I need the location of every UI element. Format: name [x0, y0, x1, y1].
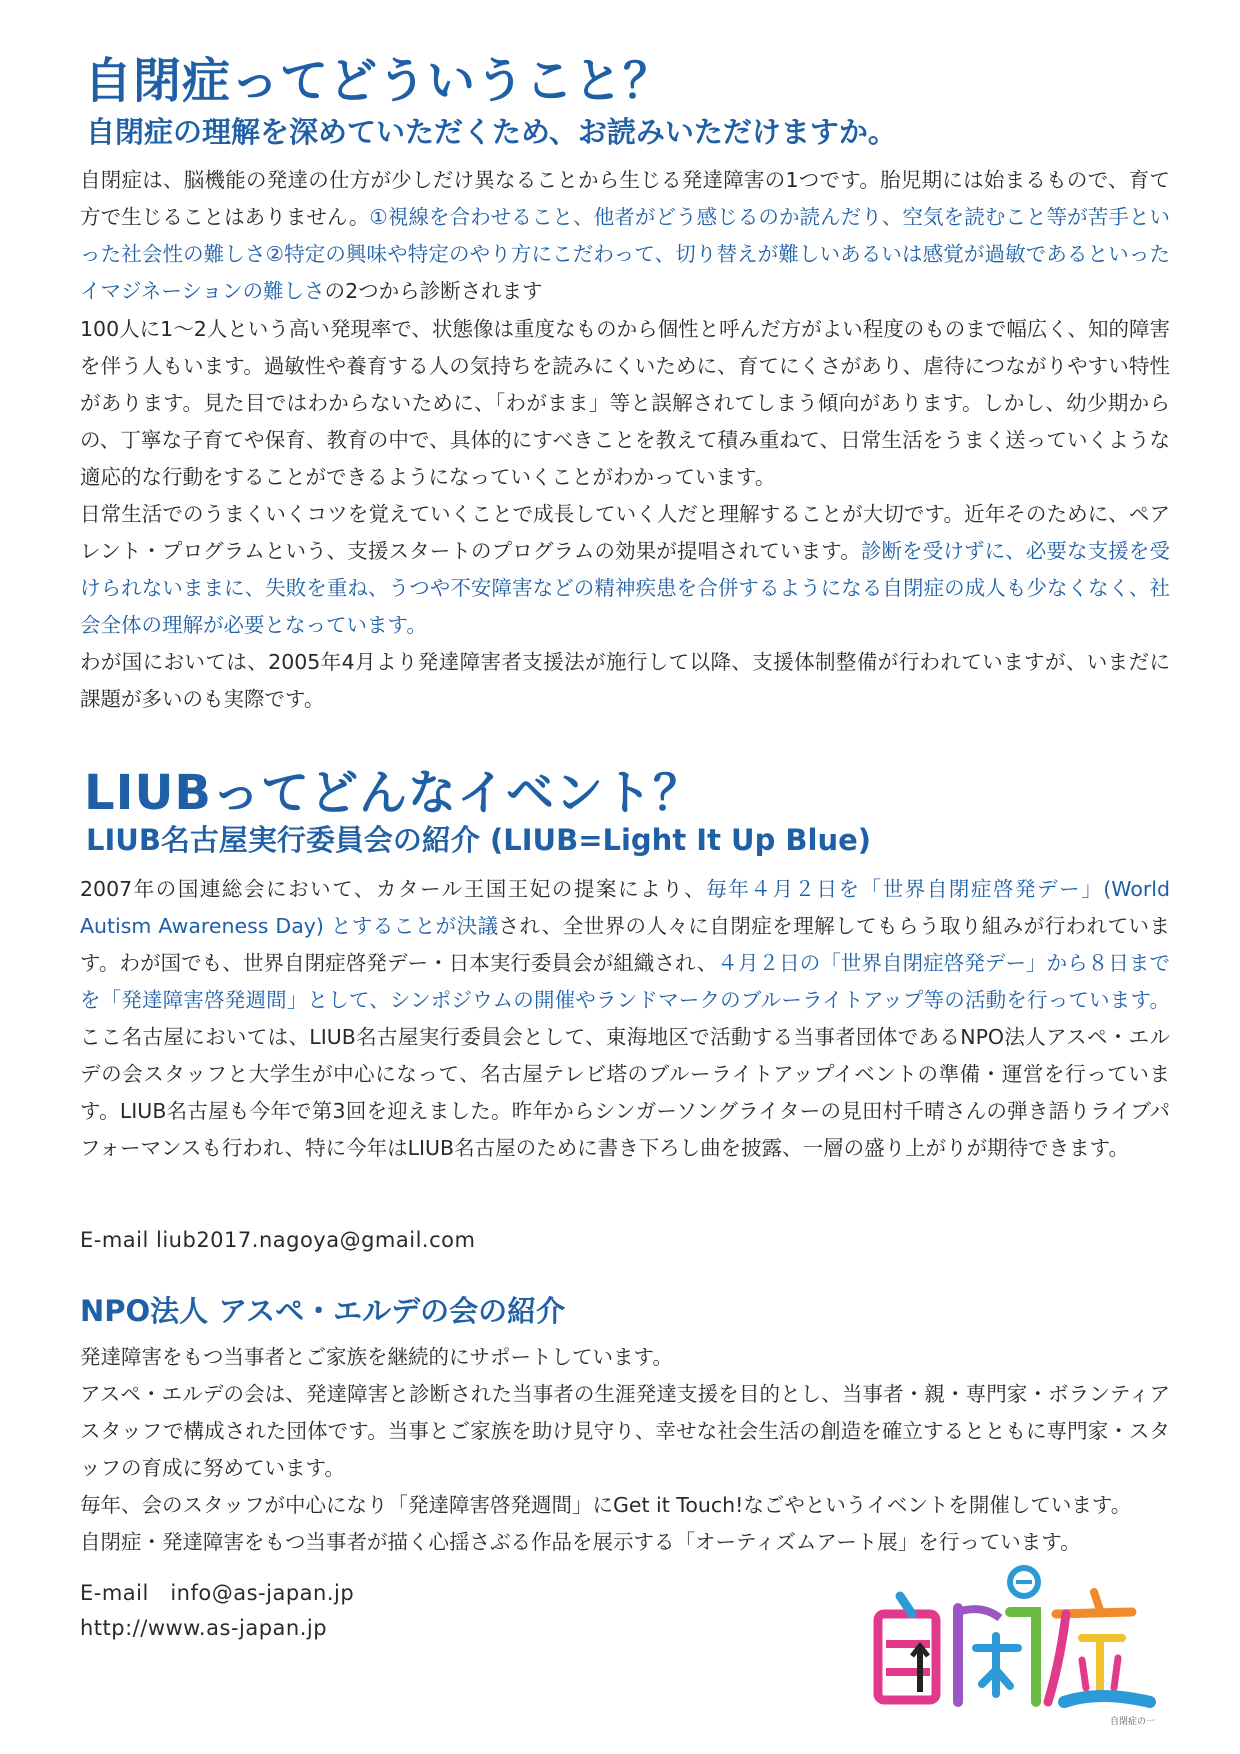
section1-p3-highlight: 診断を受けずに、必要な支援を受けられないままに、失敗を重ね、うつや不安障害などの精神疾患を合併するようになる自閉症の成人も少なくなく、社会全体の理解が必要となっています。	[80, 539, 1171, 637]
npo-email[interactable]: E-mail info@as-japan.jp	[80, 1581, 355, 1605]
liub-email[interactable]: E-mail liub2017.nagoya@gmail.com	[80, 1228, 476, 1252]
section3-paragraph-3: 毎年、会のスタッフが中心になり「発達障害啓発週間」にGet it Touch!なごやというイベントを開催しています。	[80, 1493, 1132, 1517]
section3-title: NPO法人 アスペ・エルデの会の紹介	[80, 1294, 566, 1328]
section2-p1-text-a: 2007年の国連総会において、カタール王国王妃の提案により、	[80, 877, 707, 901]
npo-website-link[interactable]: http://www.as-japan.jp	[80, 1616, 328, 1640]
section1-p1-highlight: ①視線を合わせること、他者がどう感じるのか読んだり、空気を読むこと等が苦手といった社会性の難しさ②特定の興味や特定のやり方にこだわって、切り替えが難しいあるいは感覚が過敏であるといったイマジネーションの難しさ	[80, 205, 1170, 303]
autism-art-logo	[860, 1552, 1160, 1732]
section2-p1-highlight-1: 毎年４月２日を「世界自閉症啓発デー」(World Autism Awareness Day) とすることが決議	[80, 877, 1170, 938]
section2-title: LIUBってどんなイベント？	[84, 765, 703, 821]
section3-paragraph-4: 自閉症・発達障害をもつ当事者が描く心揺さぶる作品を展示する「オーティズムアート展」を行っています。	[80, 1530, 1081, 1554]
section1-paragraph-1	[80, 162, 1170, 310]
section1-paragraph-3	[80, 496, 1170, 644]
section2-p1-text-e: ここ名古屋においては、LIUB名古屋実行委員会として、東海地区で活動する当事者団体であるNPO法人アスペ・エルデの会スタッフと大学生が中心になって、名古屋テレビ塔のブルーライトアップイベントの準備・運営を行っています。LIUB名古屋も今年で第3回を迎えました。昨年からシンガーソングライターの見田村千晴さんの弾き語りライブパフォーマンスも行われ、特に今年はLIUB名古屋のために書き下ろし曲を披露、一層の盛り上がりが期待できます。	[80, 1025, 1170, 1160]
logo-glyph-ji-icon	[878, 1596, 936, 1700]
section3-paragraph-2: アスペ・エルデの会は、発達障害と診断された当事者の生涯発達支援を目的とし、当事者・親・専門家・ボランティアスタッフで構成された団体です。当事とご家族を助け見守り、幸せな社会生活の創造を確立するとともに専門家・スタッフの育成に努めています。	[80, 1382, 1170, 1480]
section2-paragraph-1	[80, 871, 1170, 1167]
section1-p1-text-c: の2つから診断されます	[324, 279, 543, 303]
section2-p1-text-c: され、全世界の人々に自閉症を理解してもらう取り組みが行われています。わが国でも、世界自閉症啓発デー・日本実行委員会が組織され、	[80, 914, 1170, 975]
section1-paragraph-4: わが国においては、2005年4月より発達障害者支援法が施行して以降、支援体制整備が行われていますが、いまだに課題が多いのも実際です。	[80, 650, 1170, 711]
logo-glyph-hei-icon	[958, 1568, 1038, 1702]
section3-paragraph-1: 発達障害をもつ当事者とご家族を継続的にサポートしています。	[80, 1345, 673, 1369]
section1-title: 自閉症ってどういうこと？	[84, 53, 673, 109]
section1-p1-text-a: 自閉症は、脳機能の発達の仕方が少しだけ異なることから生じる発達障害の1つです。胎児期には始まるもので、育て方で生じることはありません。	[80, 168, 1170, 229]
section1-subtitle: 自閉症の理解を深めていただくため、お読みいただけますか。	[86, 115, 897, 149]
section1-paragraph-2: 100人に1〜2人という高い発現率で、状態像は重度なものから個性と呼んだ方がよい程度のものまで幅広く、知的障害を伴う人もいます。過敏性や養育する人の気持ちを読みにくいために、育てにくさがあり、虐待につながりやすい特性があります。見た目ではわからないために、「わがまま」等と誤解されてしまう傾向があります。しかし、幼少期からの、丁寧な子育てや保育、教育の中で、具体的にすべきことを教えて積み重ねて、日常生活をうまく送っていくような適応的な行動をすることができるようになっていくことがわかっています。	[80, 317, 1170, 489]
section1-p3-text-a: 日常生活でのうまくいくコツを覚えていくことで成長していく人だと理解することが大切です。近年そのために、ペアレント・プログラムという、支援スタートのプログラムの効果が提唱されています。	[80, 502, 1170, 563]
section2-subtitle: LIUB名古屋実行委員会の紹介 (LIUB=Light It Up Blue)	[86, 823, 872, 857]
logo-glyph-sho-icon	[1048, 1592, 1150, 1702]
section2-p1-highlight-2: ４月２日の「世界自閉症啓発デー」から８日までを「発達障害啓発週間」として、シンポジウムの開催やランドマークのブルーライトアップ等の活動を行っています。	[80, 951, 1170, 1012]
logo-small-text: 自閉症の一	[1110, 1717, 1156, 1727]
